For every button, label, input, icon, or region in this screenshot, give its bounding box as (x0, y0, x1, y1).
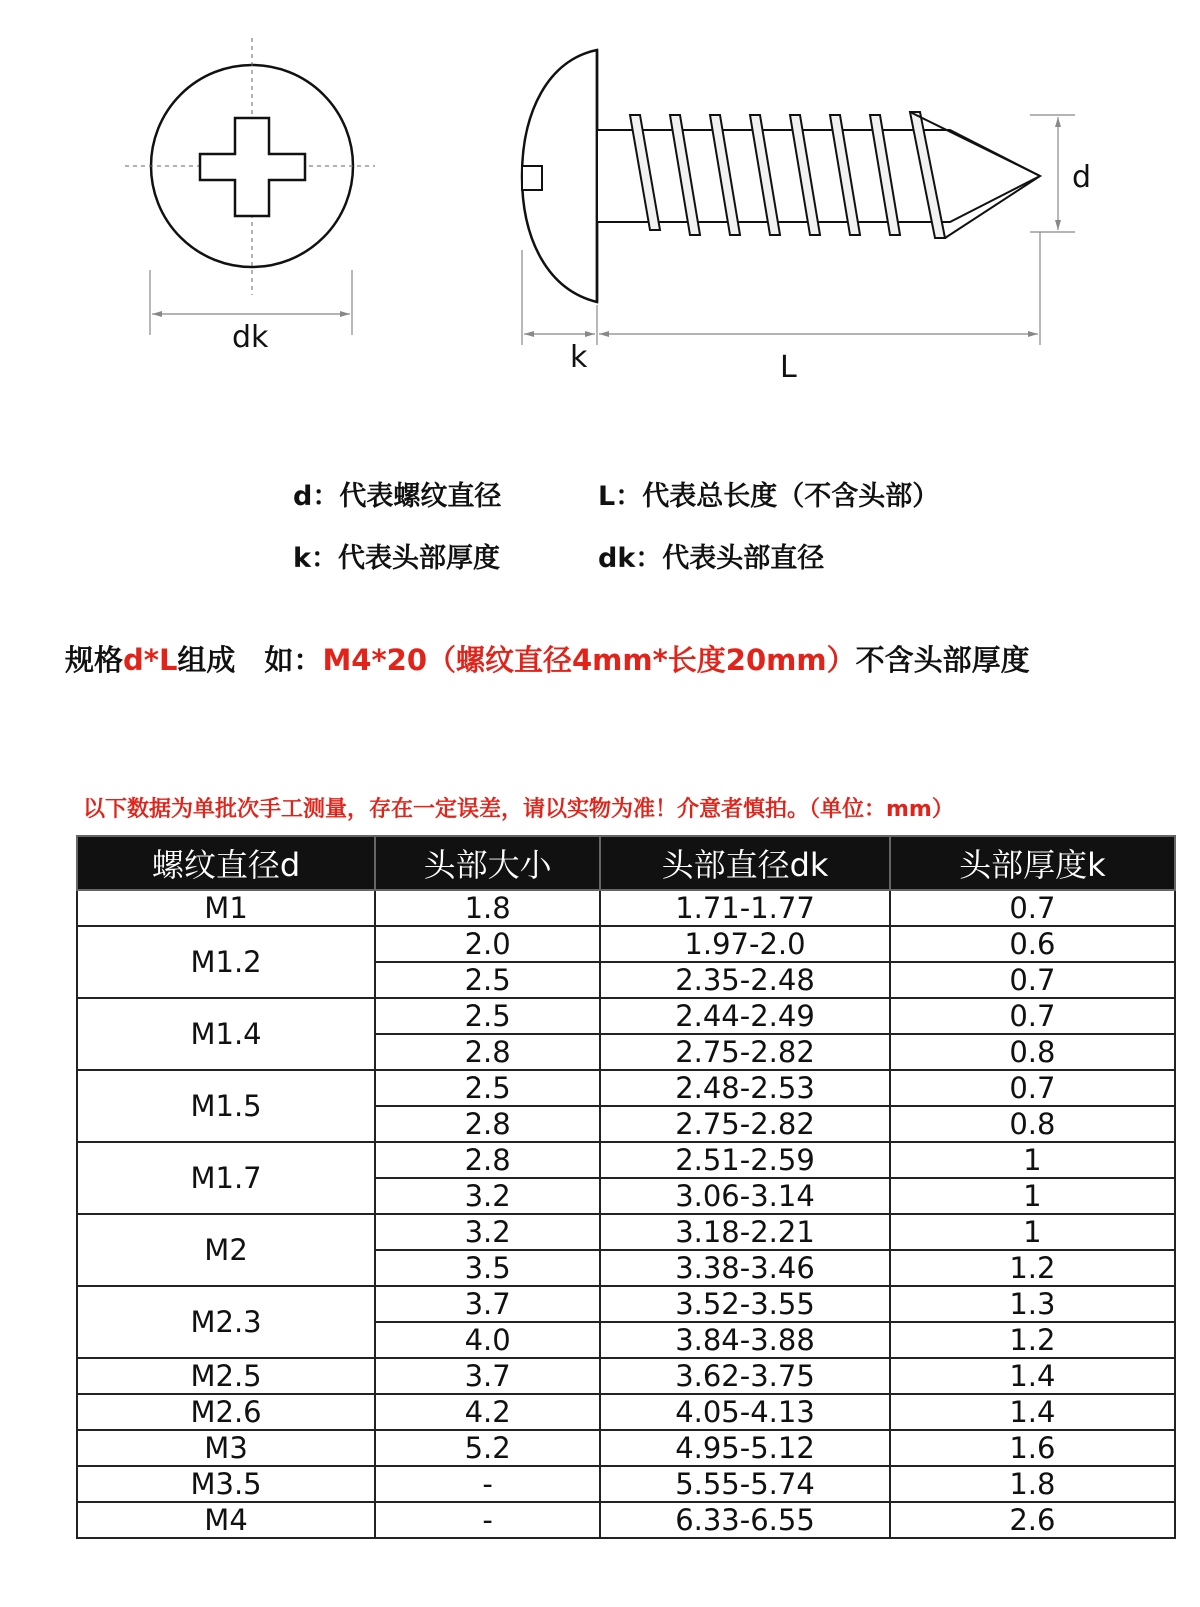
head-thickness-cell: 0.7 (890, 962, 1175, 998)
head-diameter-cell: 3.84-3.88 (600, 1322, 890, 1358)
thread-size-cell: M1.7 (77, 1142, 375, 1214)
table-row (77, 890, 1175, 926)
head-thickness-cell: 2.6 (890, 1502, 1175, 1538)
thread-size-cell: M1.2 (77, 926, 375, 998)
table-row (77, 1358, 1175, 1394)
head-size-cell: 3.5 (375, 1250, 600, 1286)
thread-size-cell: M1 (77, 890, 375, 926)
table-row (77, 1466, 1175, 1502)
head-size-cell: 2.5 (375, 998, 600, 1034)
legend-L: L：代表总长度（不含头部） (598, 481, 940, 512)
dk-label: dk (232, 320, 269, 355)
table-row (77, 1214, 1175, 1250)
head-size-cell: 2.8 (375, 1142, 600, 1178)
screw-head-top-view-icon (125, 38, 375, 295)
head-thickness-cell: 0.6 (890, 926, 1175, 962)
table-row (77, 1286, 1175, 1322)
table-row (77, 1070, 1175, 1106)
header-head-size: 头部大小 (375, 836, 600, 890)
head-thickness-cell: 1.8 (890, 1466, 1175, 1502)
thread-size-cell: M1.5 (77, 1070, 375, 1142)
thread-size-cell: M2 (77, 1214, 375, 1286)
head-diameter-cell: 1.97-2.0 (600, 926, 890, 962)
legend-d: d：代表螺纹直径 (293, 481, 502, 512)
thread-size-cell: M2.3 (77, 1286, 375, 1358)
head-size-cell: 2.5 (375, 1070, 600, 1106)
head-diameter-cell: 2.75-2.82 (600, 1034, 890, 1070)
spec-prefix: 规格 (65, 643, 124, 677)
head-diameter-cell: 2.35-2.48 (600, 962, 890, 998)
head-diameter-cell: 2.75-2.82 (600, 1106, 890, 1142)
head-size-cell: - (375, 1466, 600, 1502)
head-thickness-cell: 0.7 (890, 890, 1175, 926)
head-thickness-cell: 1.2 (890, 1322, 1175, 1358)
head-thickness-cell: 0.7 (890, 1070, 1175, 1106)
d-label: d (1072, 160, 1092, 195)
head-diameter-cell: 5.55-5.74 (600, 1466, 890, 1502)
spec-suffix-1: 组成 如： (177, 643, 323, 677)
head-diameter-cell: 2.48-2.53 (600, 1070, 890, 1106)
head-thickness-cell: 0.7 (890, 998, 1175, 1034)
table-header-row (77, 836, 1175, 890)
head-size-cell: 2.8 (375, 1106, 600, 1142)
k-L-dimension (522, 232, 1040, 385)
head-diameter-cell: 2.44-2.49 (600, 998, 890, 1034)
head-diameter-cell: 3.06-3.14 (600, 1178, 890, 1214)
table-row (77, 926, 1175, 962)
head-thickness-cell: 1.3 (890, 1286, 1175, 1322)
thread-size-cell: M3.5 (77, 1466, 375, 1502)
head-size-cell: 3.2 (375, 1178, 600, 1214)
header-head-diameter: 头部直径dk (600, 836, 890, 890)
k-label: k (570, 340, 588, 375)
head-thickness-cell: 1.6 (890, 1430, 1175, 1466)
thread-size-cell: M4 (77, 1502, 375, 1538)
screw-dimension-diagram (0, 0, 1200, 420)
thread-size-cell: M1.4 (77, 998, 375, 1070)
dk-dimension (150, 270, 352, 355)
header-thread-diameter: 螺纹直径d (77, 836, 375, 890)
head-thickness-cell: 1.2 (890, 1250, 1175, 1286)
head-size-cell: 5.2 (375, 1430, 600, 1466)
spec-formula: d*L (123, 643, 178, 677)
head-diameter-cell: 2.51-2.59 (600, 1142, 890, 1178)
table-row (77, 1502, 1175, 1538)
d-dimension (1030, 115, 1091, 232)
screw-spec-table (76, 835, 1176, 1539)
head-thickness-cell: 1 (890, 1214, 1175, 1250)
table-row (77, 998, 1175, 1034)
head-thickness-cell: 0.8 (890, 1106, 1175, 1142)
spec-example: M4*20（螺纹直径4mm*长度20mm） (322, 643, 856, 677)
table-body (77, 890, 1175, 1538)
head-diameter-cell: 3.18-2.21 (600, 1214, 890, 1250)
head-size-cell: 3.7 (375, 1286, 600, 1322)
table-row (77, 1430, 1175, 1466)
head-thickness-cell: 1.4 (890, 1394, 1175, 1430)
head-thickness-cell: 1 (890, 1142, 1175, 1178)
head-size-cell: 2.0 (375, 926, 600, 962)
head-diameter-cell: 4.95-5.12 (600, 1430, 890, 1466)
head-diameter-cell: 3.38-3.46 (600, 1250, 890, 1286)
table-row (77, 1394, 1175, 1430)
thread-size-cell: M2.5 (77, 1358, 375, 1394)
head-diameter-cell: 1.71-1.77 (600, 890, 890, 926)
head-size-cell: 3.2 (375, 1214, 600, 1250)
head-diameter-cell: 3.62-3.75 (600, 1358, 890, 1394)
table-row (77, 1142, 1175, 1178)
head-thickness-cell: 0.8 (890, 1034, 1175, 1070)
legend-dk: dk：代表头部直径 (598, 543, 825, 574)
head-size-cell: 4.0 (375, 1322, 600, 1358)
header-head-thickness: 头部厚度k (890, 836, 1175, 890)
spec-suffix-2: 不含头部厚度 (855, 643, 1030, 677)
head-thickness-cell: 1 (890, 1178, 1175, 1214)
head-diameter-cell: 4.05-4.13 (600, 1394, 890, 1430)
head-diameter-cell: 3.52-3.55 (600, 1286, 890, 1322)
head-size-cell: - (375, 1502, 600, 1538)
head-size-cell: 1.8 (375, 890, 600, 926)
legend-k: k：代表头部厚度 (293, 543, 500, 574)
head-diameter-cell: 6.33-6.55 (600, 1502, 890, 1538)
head-thickness-cell: 1.4 (890, 1358, 1175, 1394)
head-size-cell: 3.7 (375, 1358, 600, 1394)
head-size-cell: 2.8 (375, 1034, 600, 1070)
L-label: L (780, 350, 797, 385)
screw-side-view-icon (522, 50, 1040, 302)
head-size-cell: 4.2 (375, 1394, 600, 1430)
thread-size-cell: M3 (77, 1430, 375, 1466)
spec-example-line (65, 638, 1030, 679)
measurement-notice: 以下数据为单批次手工测量，存在一定误差，请以实物为准！介意者慎拍。（单位：mm） (83, 797, 954, 822)
thread-size-cell: M2.6 (77, 1394, 375, 1430)
head-size-cell: 2.5 (375, 962, 600, 998)
